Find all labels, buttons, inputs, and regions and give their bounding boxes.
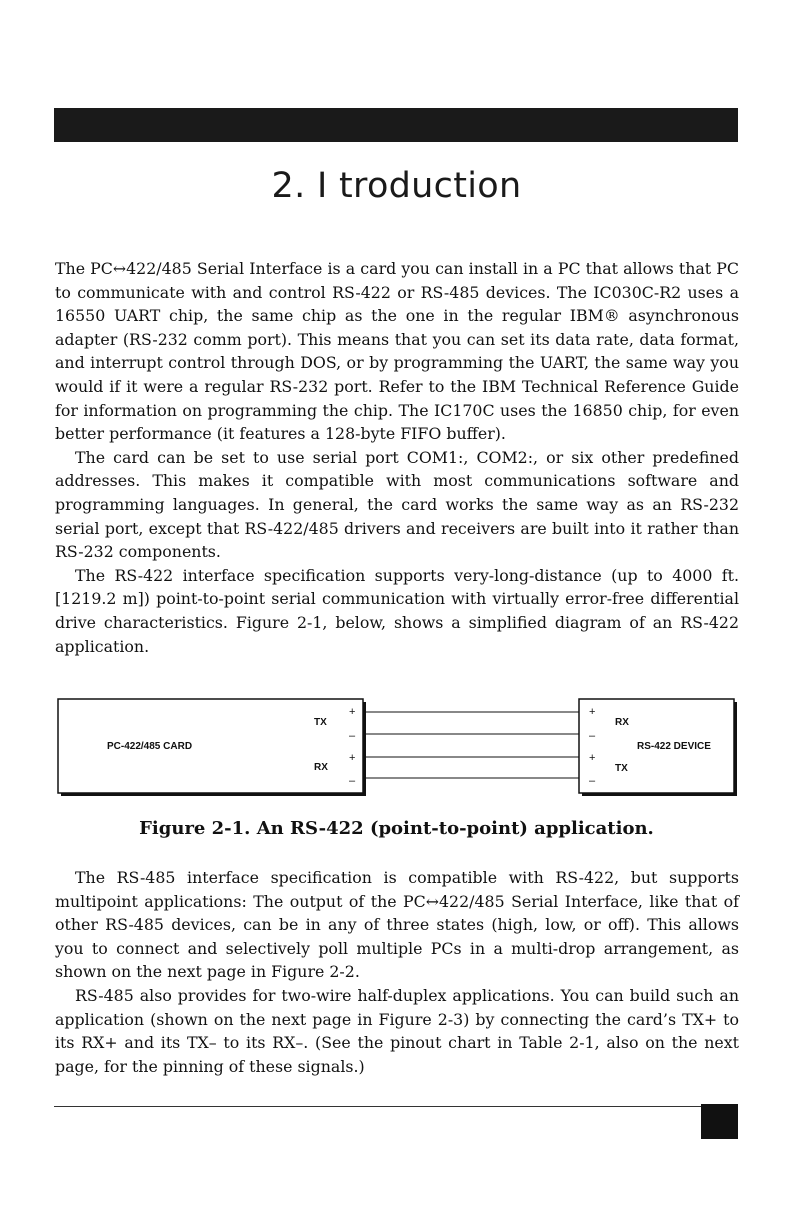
figure-caption: Figure 2-1. An RS-422 (point-to-point) application. [139, 818, 654, 839]
rs485-text [55, 866, 739, 1078]
paragraph: The RS-422 interface specification supports very-long-distance (up to 4000 ft. [1219.2 m]) point-to-point serial communication with virtually error-free differential drive characteristics. Figure 2-1, below, shows a simplified diagram of an RS-422 application. [55, 565, 739, 656]
rs422-diagram [55, 695, 740, 800]
paragraph: The card can be set to use serial port COM1:, COM2:, or six other predefined addresses. This makes it compatible with most communications software and programming languages. In general, the card works the same way as an RS-232 serial port, except that RS-422/485 drivers and receivers are built into it rather than RS-232 components. [55, 447, 739, 562]
section-title: 2. I troduction [271, 166, 522, 206]
paragraph: The PC↔422/485 Serial Interface is a card you can install in a PC that allows that PC to communicate with and control RS-422 or RS-485 devices. The IC030C-R2 uses a 16550 UART chip, the same chip as the one in the regular IBM® asynchronous adapter (RS-232 comm port). This means that you can set its data rate, data format, and interrupt control through DOS, or by programming the UART, the same way you would if it were a regular RS-232 port. Refer to the IBM Technical Reference Guide for information on programming the chip. The IC170C uses the 16850 chip, for even better performance (it features a 128-byte FIFO buffer). [55, 259, 739, 444]
minus-sign: – [589, 775, 596, 787]
paragraph: The RS-485 interface specification is compatible with RS-422, but supports multipoint applications: The output of the PC↔422/485 Serial Interface, like that of other RS-485 devices, can be in any of three states (high, low, or off). This allows you to connect and selectively poll multiple PCs in a multi-drop arrangement, as shown on the next page in Figure 2-2. [55, 868, 739, 982]
footer-rule [54, 1106, 737, 1107]
device-label: RS-422 DEVICE [637, 741, 711, 752]
card-rx-label: RX [314, 762, 328, 773]
minus-sign: – [349, 730, 356, 742]
plus-sign: + [349, 706, 356, 718]
paragraph: RS-485 also provides for two-wire half-duplex applications. You can build such an application (shown on the next page in Figure 2-3) by connecting the card’s TX+ to its RX+ and its TX– to its RX–. (See the pinout chart in Table 2-1, also on the next page, for the pinning of these signals.) [55, 985, 739, 1076]
minus-sign: – [589, 730, 596, 742]
card-tx-label: TX [314, 717, 327, 728]
page-tab [701, 1104, 738, 1139]
device-tx-label: TX [615, 763, 628, 774]
plus-sign: + [589, 706, 596, 718]
header-bar [54, 108, 738, 142]
plus-sign: + [589, 752, 596, 764]
device-rx-label: RX [615, 717, 629, 728]
minus-sign: – [349, 775, 356, 787]
card-box [58, 699, 363, 793]
intro-text [55, 257, 739, 658]
plus-sign: + [349, 752, 356, 764]
card-label: PC-422/485 CARD [107, 741, 193, 752]
